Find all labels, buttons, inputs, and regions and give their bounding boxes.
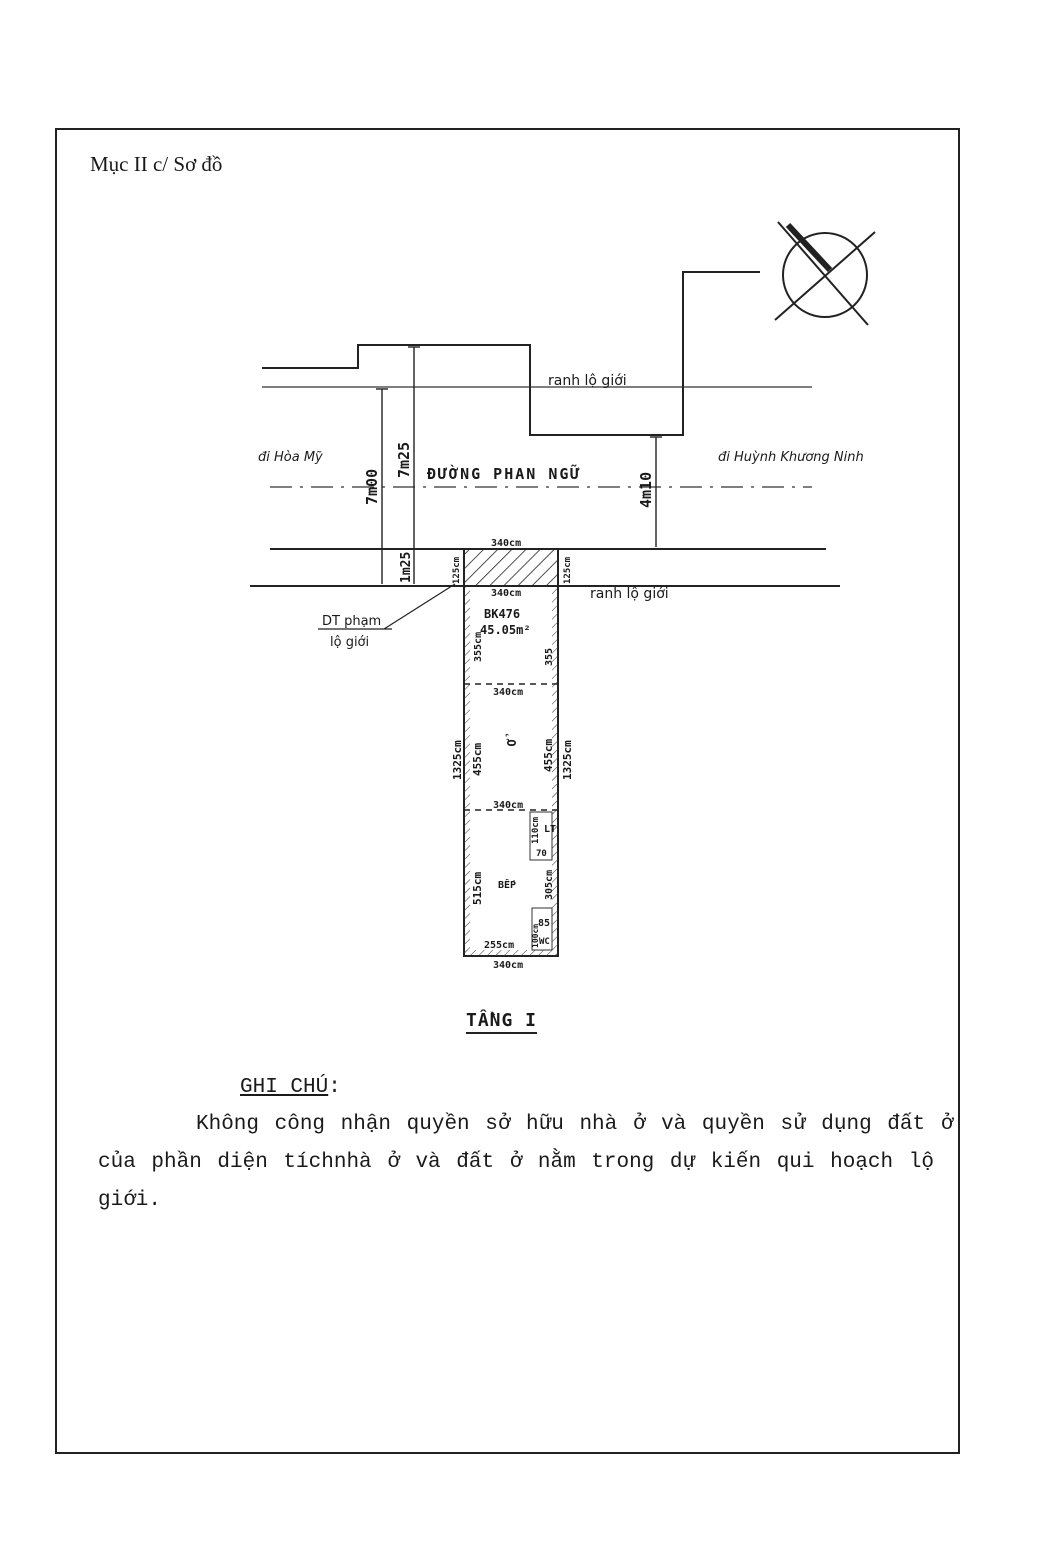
encroach-callout-line [384, 584, 455, 629]
dim-left-inner: 7m00 [363, 468, 381, 505]
wc-dim1: 85 [538, 918, 551, 929]
dim-left-small: 1m25 [399, 551, 414, 583]
wc-label: WC [539, 937, 550, 947]
bottom-inner-width: 255cm [484, 940, 515, 951]
total-left-dim: 1325cm [451, 740, 464, 780]
room3-left-dim: 515cm [471, 871, 484, 905]
section-title: Mục II c/ Sơ đồ [90, 152, 223, 176]
kitchen-label: BẾP [498, 880, 517, 891]
encroachment-area [464, 549, 558, 586]
stair-dim2: 70 [536, 849, 547, 859]
encroach-left-depth: 125cm [452, 556, 462, 584]
bottom-width: 340cm [493, 960, 524, 971]
top-boundary-label: ranh lộ giới [548, 373, 627, 389]
room1-left-dim: 355cm [473, 631, 484, 662]
dim-right: 4m10 [637, 471, 655, 508]
wc-dim2: 100cm [531, 923, 540, 948]
left-direction-label: đi Hòa Mỹ [258, 450, 323, 465]
encroach-top-width: 340cm [491, 538, 522, 549]
encroach-label-line1: DT phạm [322, 614, 382, 629]
room2-left-dim: 455cm [471, 742, 484, 776]
divider2-width: 340cm [493, 800, 524, 811]
note-heading-suffix: : [328, 1076, 341, 1099]
room1-right-dim: 355 [544, 647, 555, 666]
total-right-dim: 1325cm [561, 740, 574, 780]
road-name: ĐƯỜNG PHAN NGỮ [427, 465, 582, 483]
dim-left-outer: 7m25 [395, 441, 413, 478]
bottom-boundary-label: ranh lộ giới [590, 586, 669, 602]
north-arrow-icon [775, 222, 875, 325]
room2-mark: Ở [505, 738, 519, 746]
room2-right-dim: 455cm [542, 738, 555, 772]
note-heading [240, 1076, 341, 1099]
note-heading-text: GHI CHÚ [240, 1076, 329, 1099]
floor-title: TẦNG I [466, 1010, 537, 1034]
right-direction-label: đi Huỳnh Khương Ninh [718, 450, 864, 465]
parcel-code: BK476 [484, 607, 521, 621]
note-body: Không công nhận quyền sở hữu nhà ở và quyền sử dụng đất ở của phần diện tíchnhà ở và đất ở nằm trong dự kiến qui hoạch lộ giới. [98, 1113, 954, 1212]
room3-right-dim: 305cm [544, 869, 555, 900]
encroach-label-line2: lộ giới [330, 635, 370, 650]
stair-label: LT [544, 824, 557, 835]
divider1-width: 340cm [493, 687, 524, 698]
parcel-area: 45.05m² [480, 623, 531, 637]
encroach-right-depth: 125cm [563, 556, 573, 584]
encroach-bottom-width: 340cm [491, 588, 522, 599]
stair-dim1: 110cm [531, 816, 541, 844]
opposite-property-outline [262, 272, 760, 435]
